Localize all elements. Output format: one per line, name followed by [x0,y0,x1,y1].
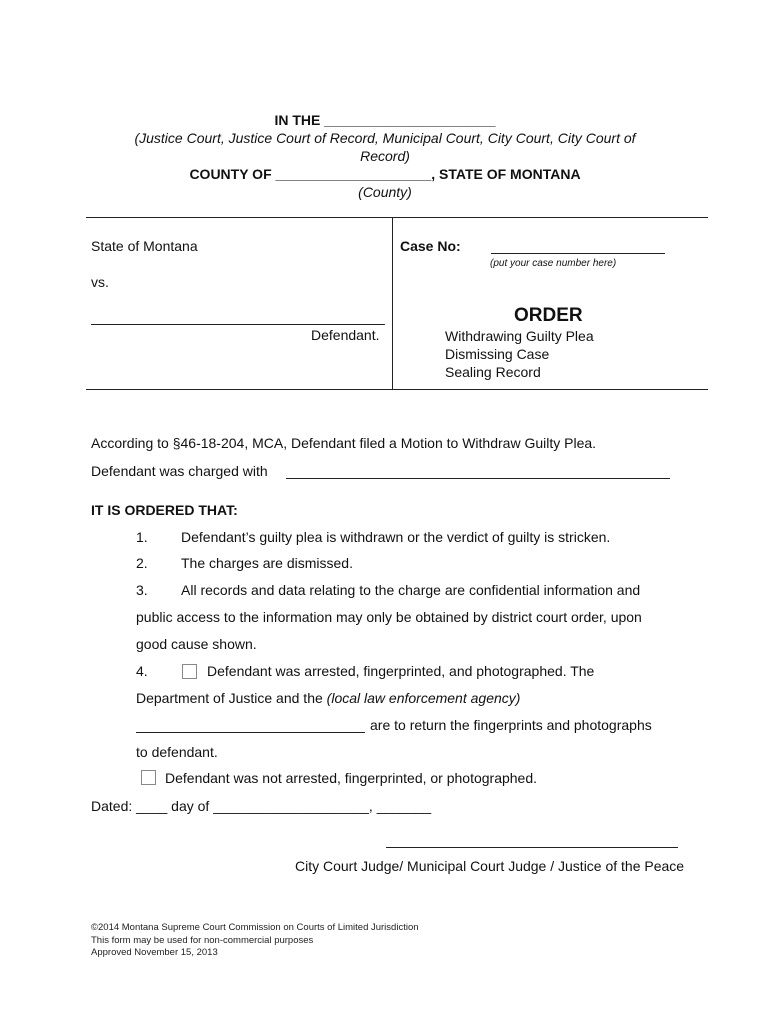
item-3-text: All records and data relating to the charge are confidential information and [181,582,641,598]
not-arrested-checkbox[interactable] [141,770,156,785]
intro-statement: According to §46-18-204, MCA, Defendant filed a Motion to Withdraw Guilty Plea. [91,435,597,451]
charge-field[interactable] [286,478,670,479]
order-subtitle-3: Sealing Record [445,364,541,380]
court-types-line: (Justice Court, Justice Court of Record, Municipal Court, City Court, City Court of [134,130,636,146]
item-3-continued-2: good cause shown. [136,636,257,652]
item-4-agency-hint: (local law enforcement agency) [326,690,521,706]
judge-title: City Court Judge/ Municipal Court Judge / Justice of the Peace [295,858,685,874]
case-number-field[interactable] [491,253,665,254]
court-types-line-2: Record) [360,148,410,164]
case-number-hint: (put your case number here) [490,258,617,269]
footer-usage: This form may be used for non-commercial purposes [91,935,314,946]
item-4-agency-text: Department of Justice and the [136,690,323,706]
caption-bottom-rule [86,389,708,390]
versus-label: vs. [91,274,109,290]
agency-name-field[interactable] [136,732,365,733]
not-arrested-text: Defendant was not arrested, fingerprinted, or photographed. [165,770,538,786]
defendant-label: Defendant. [311,327,380,343]
order-subtitle-1: Withdrawing Guilty Plea [445,328,594,344]
item-4-text: Defendant was arrested, fingerprinted, and photographed. The [207,663,595,679]
county-line: COUNTY OF ____________________, STATE OF MONTANA [189,166,581,182]
ordered-heading: IT IS ORDERED THAT: [91,502,238,518]
item-4-agency-line [136,690,520,706]
item-2-text: The charges are dismissed. [181,555,353,571]
item-1-number: 1. [136,529,148,545]
plaintiff-name: State of Montana [91,238,198,254]
item-3-number: 3. [136,582,148,598]
item-1-text: Defendant’s guilty plea is withdrawn or the verdict of guilty is stricken. [181,529,611,545]
order-title: ORDER [514,305,583,326]
item-4-number: 4. [136,663,148,679]
court-name-line: IN THE ______________________ [274,112,496,128]
defendant-name-field[interactable] [91,324,385,325]
footer-approved: Approved November 15, 2013 [91,947,218,958]
judge-signature-field[interactable] [386,847,678,848]
footer-copyright: ©2014 Montana Supreme Court Commission on Courts of Limited Jurisdiction [91,922,419,933]
caption-top-rule [86,217,708,218]
arrested-checkbox[interactable] [182,664,197,679]
order-subtitle-2: Dismissing Case [445,346,550,362]
item-4-to-defendant: to defendant. [136,744,218,760]
county-hint: (County) [358,184,412,200]
charged-with-label: Defendant was charged with [91,463,268,479]
dated-line: Dated: ____ day of ____________________, _______ [91,798,432,814]
caption-divider [392,217,393,389]
case-number-label: Case No: [400,238,461,254]
item-3-continued: public access to the information may only be obtained by district court order, upon [136,609,642,625]
item-4-return-text: are to return the fingerprints and photographs [370,717,652,733]
item-2-number: 2. [136,555,148,571]
